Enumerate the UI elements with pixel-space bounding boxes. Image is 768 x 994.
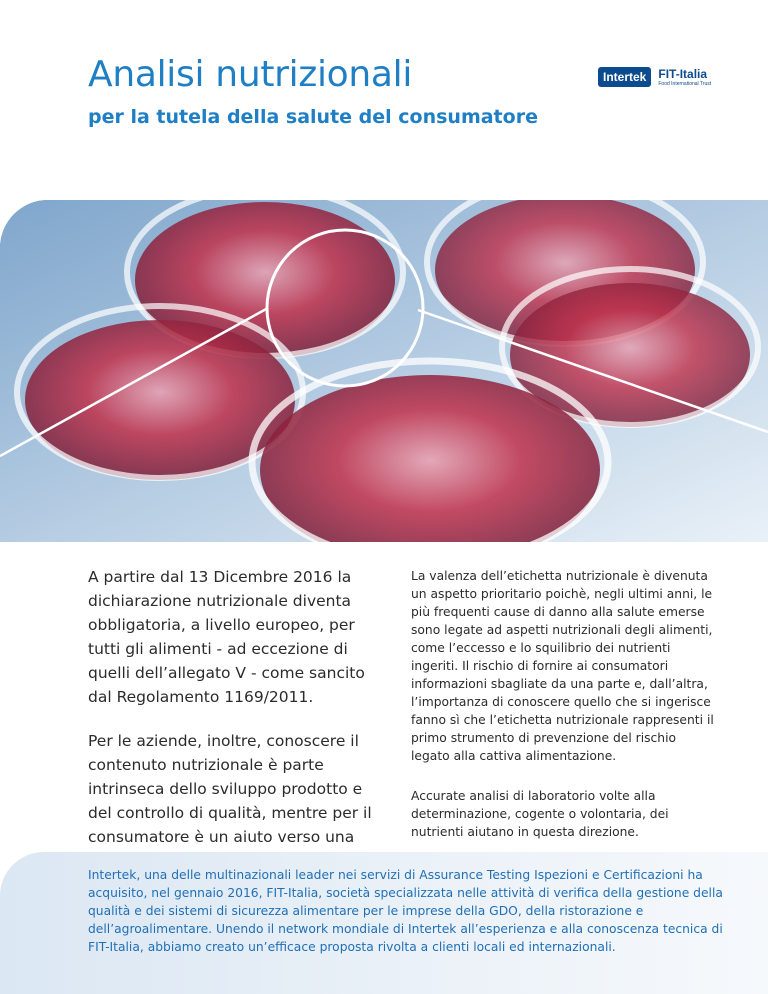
well-middle-left [17,306,303,480]
page-title: Analisi nutrizionali [88,54,413,95]
intertek-logo: Intertek [598,67,651,87]
well-bottom-center [252,361,608,542]
intro-column [88,565,388,893]
fit-italia-logo-name: FIT-Italia [658,66,708,81]
petri-plate-illustration [0,200,768,542]
details-column [411,567,716,863]
intro-paragraph-2: Per le aziende, inoltre, conoscere il contenuto nutrizionale è parte intrinseca dello sviluppo prodotto e del controllo di qualità, mentre per il consumatore è un aiuto verso una [88,732,372,846]
page-subtitle: per la tutela della salute del consumatore [88,106,538,128]
fit-italia-logo [658,68,711,87]
details-paragraph-2: Accurate analisi di laboratorio volte alla determinazione, cogente o volontaria, dei nutrienti aiutano in questa direzione. [411,789,669,839]
brand-logos [598,67,711,87]
details-paragraph-1: La valenza dell’etichetta nutrizionale è divenuta un aspetto prioritario poichè, negli ultimi anni, le più frequenti cause di danno alla salute emerse sono legate ad aspetti nutrizionali degli alimenti, come l’eccesso e lo squilibrio dei nutrienti ingeriti. Il rischio di fornire ai consumatori informazioni sbagliate da una parte e, dall’altra, l’importanza di conoscere quello che si ingerisce fanno sì che l’etichetta nutrizionale rappresenti il primo strumento di prevenzione del rischio legato alla cattiva alimentazione. [411,569,714,763]
hero-image [0,200,768,542]
fit-italia-logo-tagline: Food International Trust [658,80,712,87]
footer-text: Intertek, una delle multinazionali leader nei servizi di Assurance Testing Ispezioni e Certificazioni ha acquisito, nel gennaio 2016, FIT-Italia, società specializzata nelle attività di verifica della gestione della qualità e dei sistemi di sicurezza alimentare per le imprese della GDO, della ristorazione e dell’agroalimentare. Unendo il network mondiale di Intertek all’esperienza e alla conoscenza tecnica di FIT-Italia, abbiamo creato un’efficace proposta rivolta a clienti locali ed internazionali. [88,868,723,954]
intro-paragraph-1: A partire dal 13 Dicembre 2016 la dichiarazione nutrizionale diventa obbligatoria, a livello europeo, per tutti gli alimenti - ad eccezione di quelli dell’allegato V - come sancito dal Regolamento 1169/2011. [88,568,365,706]
